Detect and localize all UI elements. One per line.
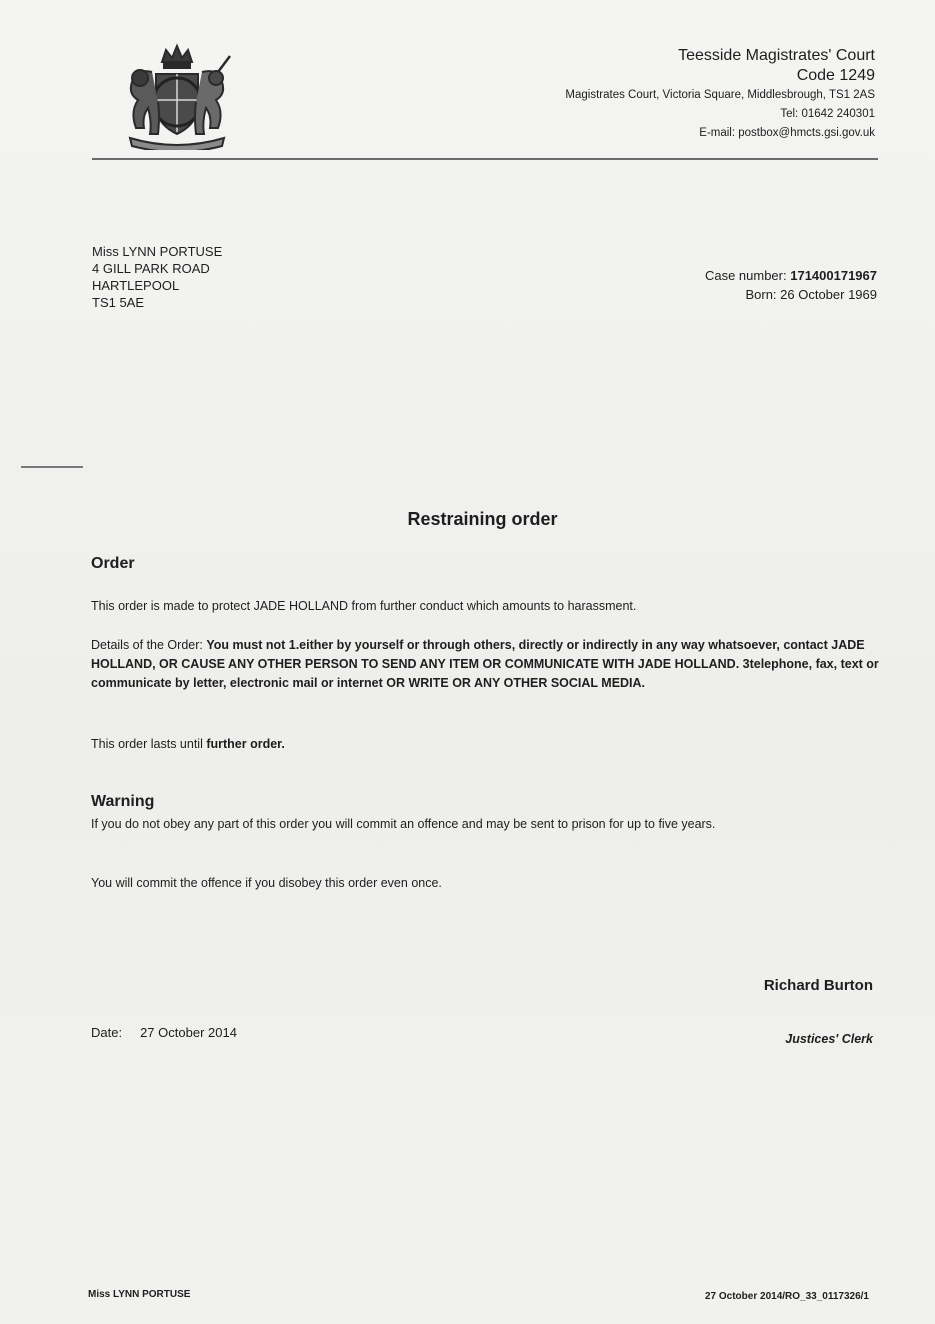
duration-prefix: This order lasts until bbox=[91, 737, 203, 751]
signatory-name: Richard Burton bbox=[763, 977, 873, 994]
order-details bbox=[91, 636, 881, 693]
court-tel: Tel: 01642 240301 bbox=[780, 108, 875, 120]
date-label: Date: bbox=[91, 1025, 123, 1040]
signatory-title: Justices' Clerk bbox=[785, 1032, 873, 1046]
recipient-address bbox=[92, 243, 222, 311]
recipient-postcode: TS1 5AE bbox=[92, 295, 145, 310]
date-of-birth: Born: 26 October 1969 bbox=[745, 287, 877, 302]
court-code: Code 1249 bbox=[796, 67, 875, 84]
court-email: E-mail: postbox@hmcts.gsi.gov.uk bbox=[699, 127, 875, 139]
case-info bbox=[705, 266, 877, 304]
footer-left: Miss LYNN PORTUSE bbox=[88, 1289, 191, 1300]
recipient-name: Miss LYNN PORTUSE bbox=[92, 244, 223, 259]
header-divider bbox=[92, 158, 878, 160]
document-date bbox=[91, 1025, 237, 1040]
details-text: You must not 1.either by yourself or through others, directly or indirectly in any way whatsoever, contact JADE HOLLAND, OR CAUSE ANY OTHER PERSON TO SEND ANY ITEM OR COMMUNICATE WITH JADE HOLLAND. 3telephone, fax, text or communicate by letter, electronic mail or internet OR WRITE OR ANY OTHER SOCIAL MEDIA. bbox=[91, 638, 879, 690]
court-name: Teesside Magistrates' Court bbox=[678, 47, 875, 64]
document-title: Restraining order bbox=[407, 509, 558, 529]
court-address: Magistrates Court, Victoria Square, Middlesbrough, TS1 2AS bbox=[565, 89, 875, 101]
details-label: Details of the Order: bbox=[91, 638, 203, 652]
fold-mark bbox=[21, 466, 83, 468]
footer-right: 27 October 2014/RO_33_0117326/1 bbox=[704, 1291, 869, 1302]
case-number-label: Case number: bbox=[704, 268, 787, 283]
recipient-line2: HARTLEPOOL bbox=[92, 278, 180, 293]
warning-heading: Warning bbox=[91, 793, 155, 810]
date-value: 27 October 2014 bbox=[140, 1025, 237, 1040]
warning-text-2: You will commit the offence if you disobey this order even once. bbox=[91, 876, 442, 890]
order-heading: Order bbox=[91, 555, 135, 572]
recipient-line1: 4 GILL PARK ROAD bbox=[92, 261, 210, 276]
case-number-row bbox=[705, 266, 877, 285]
case-number: 171400171967 bbox=[790, 268, 877, 283]
duration-value: further order. bbox=[206, 737, 285, 751]
warning-text-1: If you do not obey any part of this order you will commit an offence and may be sent to prison for up to five years. bbox=[91, 817, 716, 831]
royal-crest-icon bbox=[118, 42, 236, 150]
order-duration bbox=[91, 735, 881, 754]
order-protect-text: This order is made to protect JADE HOLLAND from further conduct which amounts to harassment. bbox=[91, 599, 637, 613]
court-header bbox=[565, 46, 875, 143]
